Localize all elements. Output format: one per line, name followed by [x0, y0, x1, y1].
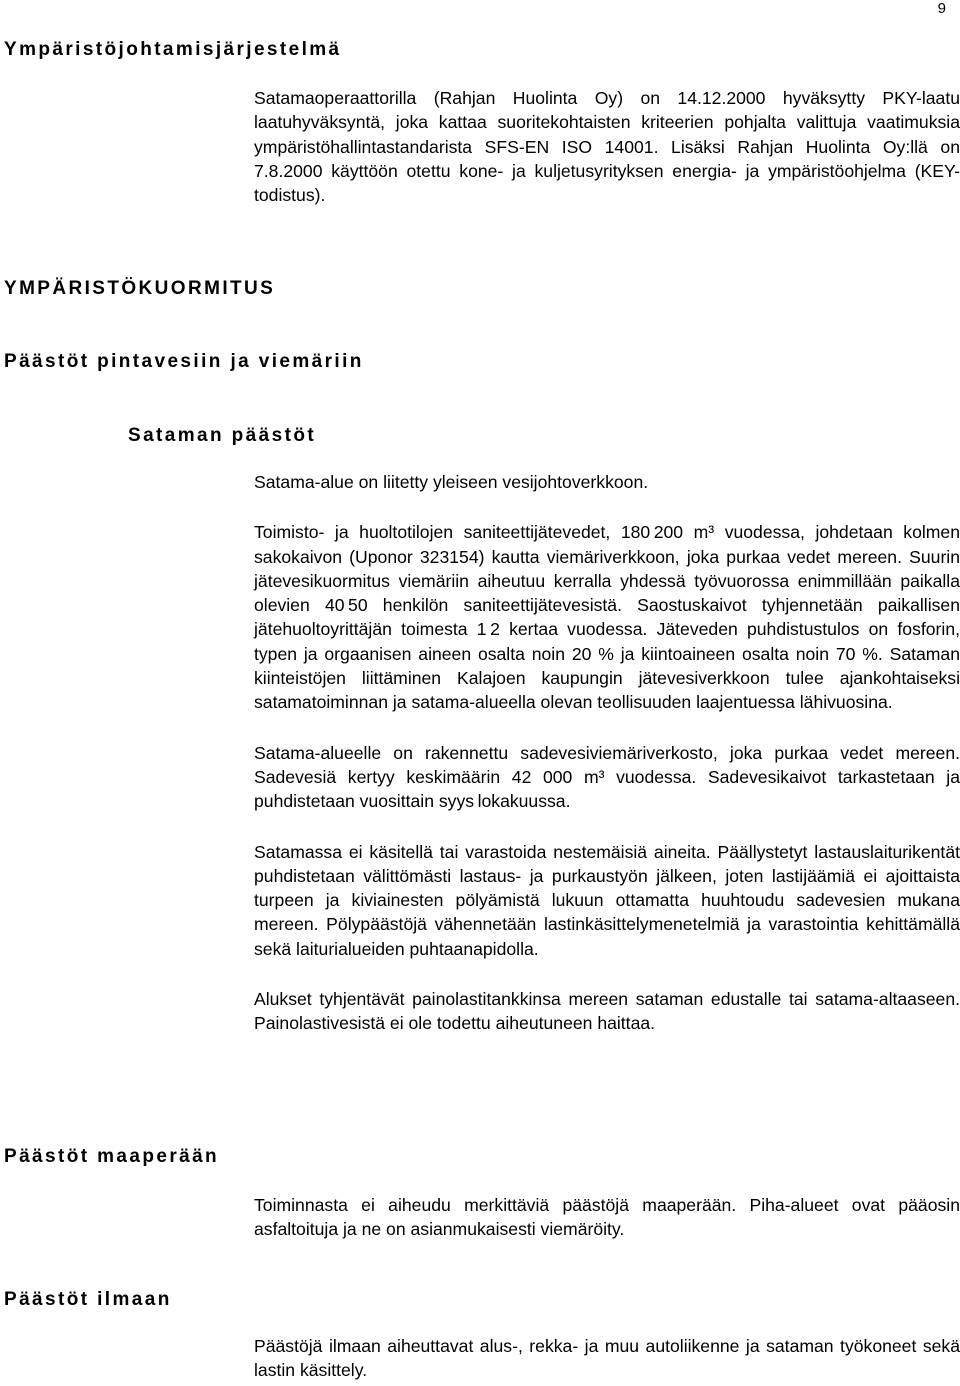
harbour-paragraph: Satama-alue on liitetty yleiseen vesijohtoverkkoon.	[254, 472, 649, 492]
harbour-paragraph: Satamassa ei käsitellä tai varastoida nestemäisiä aineita. Päällystetyt lastauslaiturikentät puhdistetaan välittömästi lastaus- ja purkaustyön jälkeen, joten lastijäämiä ei ajoittaista turpeen ja kiviainesten pölyämistä lukuun ottamatta huuhtoudu sadevesien mukana mereen. Pölypäästöjä vähennetään lastinkäsittelymenetelmiä ja varastointia kehittämällä sekä laiturialueiden puhtaanapidolla.	[254, 841, 960, 959]
air-paragraph: Päästöjä ilmaan aiheuttavat alus-, rekka- ja muu autoliikenne ja sataman työkoneet sekä lastin käsittely.	[254, 1336, 960, 1381]
soil-paragraph: Toiminnasta ei aiheudu merkittäviä päästöjä maaperään. Piha-alueet ovat pääosin asfaltoituja ja ne on asianmukaisesti viemäröity.	[254, 1195, 960, 1240]
ems-paragraph-block	[254, 86, 960, 207]
section-heading-air: Päästöt ilmaan	[4, 1289, 172, 1310]
page-number: 9	[937, 0, 946, 17]
section-heading-ems: Ympäristöjohtamisjärjestelmä	[4, 39, 342, 60]
harbour-paragraph: Satama-alueelle on rakennettu sadevesiviemäriverkosto, joka purkaa vedet mereen. Sadevesiä kertyy keskimäärin 42 000 m³ vuodessa. Sadevesikaivot tarkastetaan ja puhdistetaan vuosittain syys lokakuussa.	[254, 742, 960, 812]
section-heading-surface: Päästöt pintavesiin ja viemäriin	[4, 351, 364, 372]
harbour-paragraph: Alukset tyhjentävät painolastitankkinsa mereen sataman edustalle tai satama-altaaseen. Painolastivesistä ei ole todettu aiheutuneen haittaa.	[254, 989, 960, 1034]
section-heading-soil: Päästöt maaperään	[4, 1146, 220, 1167]
section-heading-load: YMPÄRISTÖKUORMITUS	[4, 278, 276, 299]
soil-paragraph-block	[254, 1193, 960, 1242]
air-paragraph-block	[254, 1334, 960, 1383]
harbour-paragraph: Toimisto- ja huoltotilojen saniteettijätevedet, 180 200 m³ vuodessa, johdetaan kolmen sakokaivon (Uponor 323154) kautta viemäriverkkoon, joka purkaa vedet mereen. Suurin jätevesikuormitus viemäriin aiheutuu kerralla yhdessä työvuorossa enimmillään paikalla olevien 40 50 henkilön saniteettijätevesistä. Saostuskaivot tyhjennetään paikallisen jätehuoltoyrittäjän toimesta 1 2 kertaa vuodessa. Jäteveden puhdistustulos on fosforin, typen ja orgaanisen aineen osalta noin 20 % ja kiintoaineen osalta noin 70 %. Sataman kiinteistöjen liittäminen Kalajoen kaupungin jätevesiverkkoon tulee ajankohtaiseksi satamatoiminnan ja satama-alueella olevan teollisuuden laajentuessa lähivuosina.	[254, 522, 960, 713]
ems-paragraph: Satamaoperaattorilla (Rahjan Huolinta Oy) on 14.12.2000 hyväksytty PKY-laatu laatuhyväksyntä, joka kattaa suoritekohtaisten kriteerien pohjalta valittuja vaatimuksia ympäristöhallintastandarista SFS-EN ISO 14001. Lisäksi Rahjan Huolinta Oy:llä on 7.8.2000 käyttöön otettu kone- ja kuljetusyrityksen energia- ja ympäristöohjelma (KEY-todistus).	[254, 88, 960, 206]
section-heading-harbour: Sataman päästöt	[128, 425, 317, 446]
harbour-paragraphs	[254, 470, 960, 1036]
